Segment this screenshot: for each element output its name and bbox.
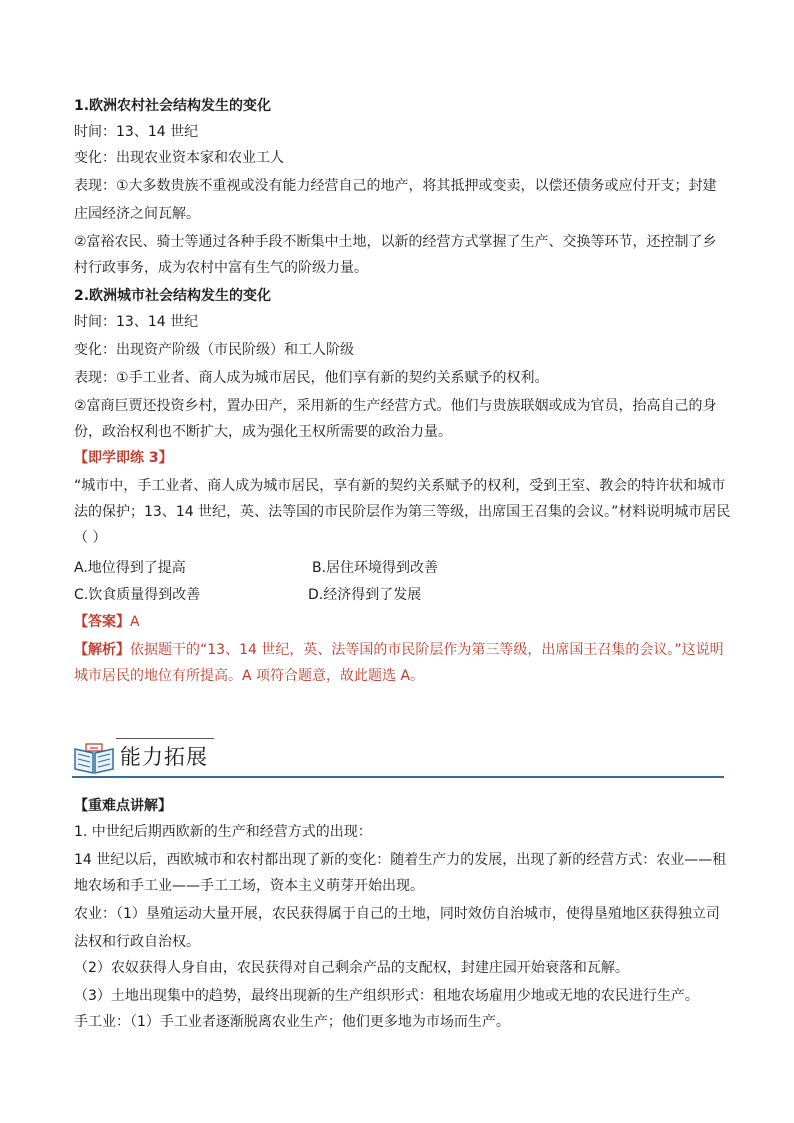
agriculture-line1: 农业：（1）垦殖运动大量开展，农民获得属于自己的土地，同时效仿自治城市，使得垦殖地区获得独立司	[74, 906, 720, 922]
handicraft-point1: 手工业：（1）手工业者逐渐脱离农业生产；他们更多地为市场而生产。	[74, 1014, 510, 1030]
key-points-label: 【重难点讲解】	[74, 798, 172, 814]
section2-time: 时间：13、14 世纪	[74, 314, 199, 330]
analysis-row	[74, 640, 734, 660]
section1-time: 时间：13、14 世纪	[74, 124, 199, 140]
answer-value: A	[130, 614, 140, 630]
section2-performance-line3: 份，政治权利也不断扩大，成为强化王权所需要的政治力量。	[74, 424, 452, 440]
section2-performance-line1: 表现：①手工业者、商人成为城市居民，他们享有新的契约关系赋予的权利。	[74, 370, 549, 386]
option-d: D.经济得到了发展	[308, 587, 422, 603]
section1-heading: 1.欧洲农村社会结构发生的变化	[74, 98, 272, 114]
section2-performance-line2: ②富商巨贾还投资乡村，置办田产，采用新的生产经营方式。他们与贵族联姻或成为官员，抬高自己的身	[74, 398, 717, 414]
option-c: C.饮食质量得到改善	[74, 587, 201, 603]
practice-label: 【即学即练 3】	[74, 450, 173, 466]
analysis-line1: 依据题干的“13、14 世纪，英、法等国的市民阶层作为第三等级，出席国王召集的会议。”这说明	[130, 642, 724, 658]
book-icon	[72, 740, 116, 776]
practice-question-line2: 法的保护；13、14 世纪，英、法等国的市民阶层作为第三等级，出席国王召集的会议。”材料说明城市居民	[74, 504, 731, 520]
section-header-topline	[116, 738, 214, 739]
practice-question-line3: （ ）	[74, 530, 107, 546]
section-header-rule	[72, 776, 724, 778]
section1-change: 变化：出现农业资本家和农业工人	[74, 150, 284, 166]
key-points-para1-line1: 14 世纪以后，西欧城市和农村都出现了新的变化：随着生产力的发展，出现了新的经营方式：农业——租	[74, 852, 727, 868]
section1-performance-line4: 村行政事务，成为农村中富有生气的阶级力量。	[74, 260, 368, 276]
answer-label: 【答案】	[74, 614, 130, 630]
section-title: 能力拓展	[120, 745, 208, 769]
key-points-para1-line2: 地农场和手工业——手工工场，资本主义萌芽开始出现。	[74, 878, 424, 894]
section2-change: 变化：出现资产阶级（市民阶级）和工人阶级	[74, 342, 354, 358]
practice-question-line1: “城市中，手工业者、商人成为城市居民，享有新的契约关系赋予的权利，受到王室、教会的特许状和城市	[74, 478, 726, 494]
analysis-label: 【解析】	[74, 642, 130, 658]
agriculture-point3: （3）土地出现集中的趋势，最终出现新的生产组织形式：租地农场雇用少地或无地的农民进行生产。	[74, 988, 699, 1004]
key-points-heading: 1. 中世纪后期西欧新的生产和经营方式的出现：	[74, 824, 372, 840]
agriculture-line2: 法权和行政自治权。	[74, 934, 200, 950]
option-b: B.居住环境得到改善	[312, 560, 439, 576]
section1-performance-line1: 表现：①大多数贵族不重视或没有能力经营自己的地产，将其抵押或变卖，以偿还债务或应付开支；封建	[74, 178, 717, 194]
analysis-line2: 城市居民的地位有所提高。A 项符合题意，故此题选 A。	[74, 668, 425, 684]
answer-row	[74, 612, 734, 632]
option-a: A.地位得到了提高	[74, 560, 186, 576]
section-header-ability-expansion	[72, 734, 724, 778]
section1-performance-line3: ②富裕农民、骑士等通过各种手段不断集中土地，以新的经营方式掌握了生产、交换等环节，还控制了乡	[74, 234, 717, 250]
section2-heading: 2.欧洲城市社会结构发生的变化	[74, 288, 272, 304]
agriculture-point2: （2）农奴获得人身自由，农民获得对自己剩余产品的支配权，封建庄园开始衰落和瓦解。	[74, 960, 629, 976]
section1-performance-line2: 庄园经济之间瓦解。	[74, 206, 200, 222]
